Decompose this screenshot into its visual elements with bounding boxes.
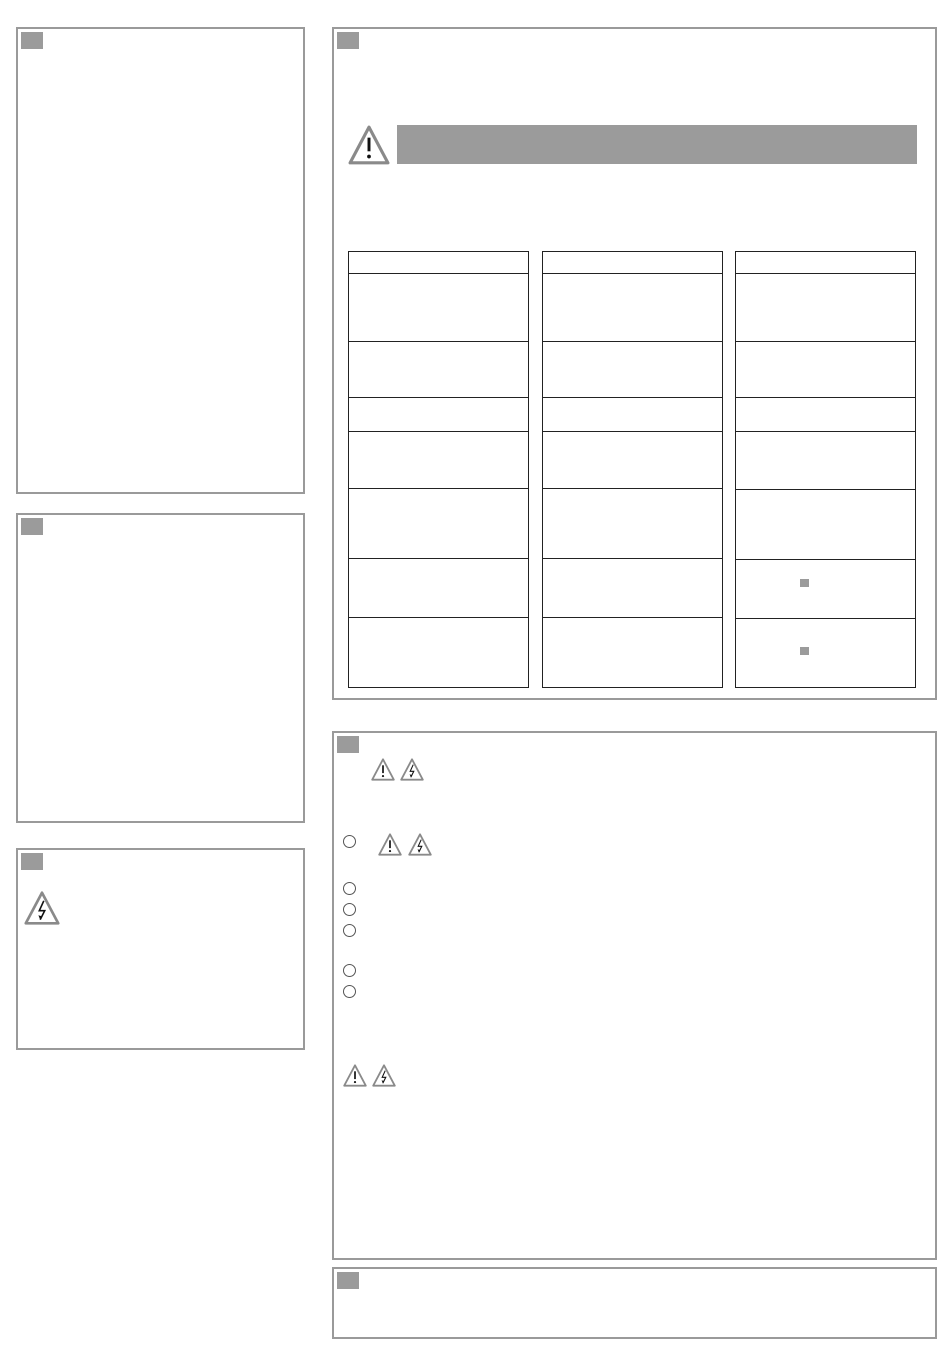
section-number-badge bbox=[337, 1272, 359, 1289]
warning-banner bbox=[397, 125, 917, 164]
right-top-panel bbox=[332, 27, 937, 700]
table-row-divider bbox=[736, 341, 915, 342]
step-circle bbox=[343, 903, 356, 916]
table-row-divider bbox=[349, 431, 528, 432]
general-warning-icon bbox=[378, 833, 402, 856]
table-row-divider bbox=[349, 273, 528, 274]
electrical-hazard-icon bbox=[400, 758, 424, 781]
table-row-divider bbox=[543, 431, 722, 432]
step-circle bbox=[343, 835, 356, 848]
step-circle bbox=[343, 924, 356, 937]
electrical-hazard-icon bbox=[372, 1064, 396, 1087]
table-row-divider bbox=[349, 558, 528, 559]
table-row-divider bbox=[349, 488, 528, 489]
gray-square-marker bbox=[800, 647, 809, 655]
left-middle-panel bbox=[16, 513, 305, 823]
table-row-divider bbox=[349, 397, 528, 398]
table-row-divider bbox=[543, 617, 722, 618]
general-warning-icon bbox=[348, 125, 390, 165]
electrical-hazard-icon bbox=[24, 890, 60, 926]
right-bottom-panel bbox=[332, 1267, 937, 1339]
table-row-divider bbox=[543, 273, 722, 274]
table-row-divider bbox=[349, 617, 528, 618]
table-row-divider bbox=[543, 341, 722, 342]
step-circle bbox=[343, 964, 356, 977]
section-number-badge bbox=[21, 518, 43, 535]
table-column-3 bbox=[735, 251, 916, 688]
step-circle bbox=[343, 882, 356, 895]
general-warning-icon bbox=[343, 1064, 367, 1087]
left-top-panel bbox=[16, 27, 305, 494]
step-circle bbox=[343, 985, 356, 998]
gray-square-marker bbox=[800, 579, 809, 587]
table-row-divider bbox=[736, 431, 915, 432]
section-number-badge bbox=[337, 32, 359, 49]
table-row-divider bbox=[543, 558, 722, 559]
table-row-divider bbox=[349, 341, 528, 342]
section-number-badge bbox=[21, 32, 43, 49]
table-row-divider bbox=[736, 559, 915, 560]
table-column-1 bbox=[348, 251, 529, 688]
table-row-divider bbox=[736, 618, 915, 619]
right-middle-panel bbox=[332, 731, 937, 1260]
table-row-divider bbox=[543, 397, 722, 398]
table-row-divider bbox=[736, 397, 915, 398]
left-bottom-panel bbox=[16, 848, 305, 1050]
section-number-badge bbox=[21, 853, 43, 870]
table-row-divider bbox=[736, 273, 915, 274]
table-row-divider bbox=[543, 488, 722, 489]
electrical-hazard-icon bbox=[408, 833, 432, 856]
general-warning-icon bbox=[371, 758, 395, 781]
section-number-badge bbox=[337, 736, 359, 753]
table-column-2 bbox=[542, 251, 723, 688]
table-row-divider bbox=[736, 489, 915, 490]
